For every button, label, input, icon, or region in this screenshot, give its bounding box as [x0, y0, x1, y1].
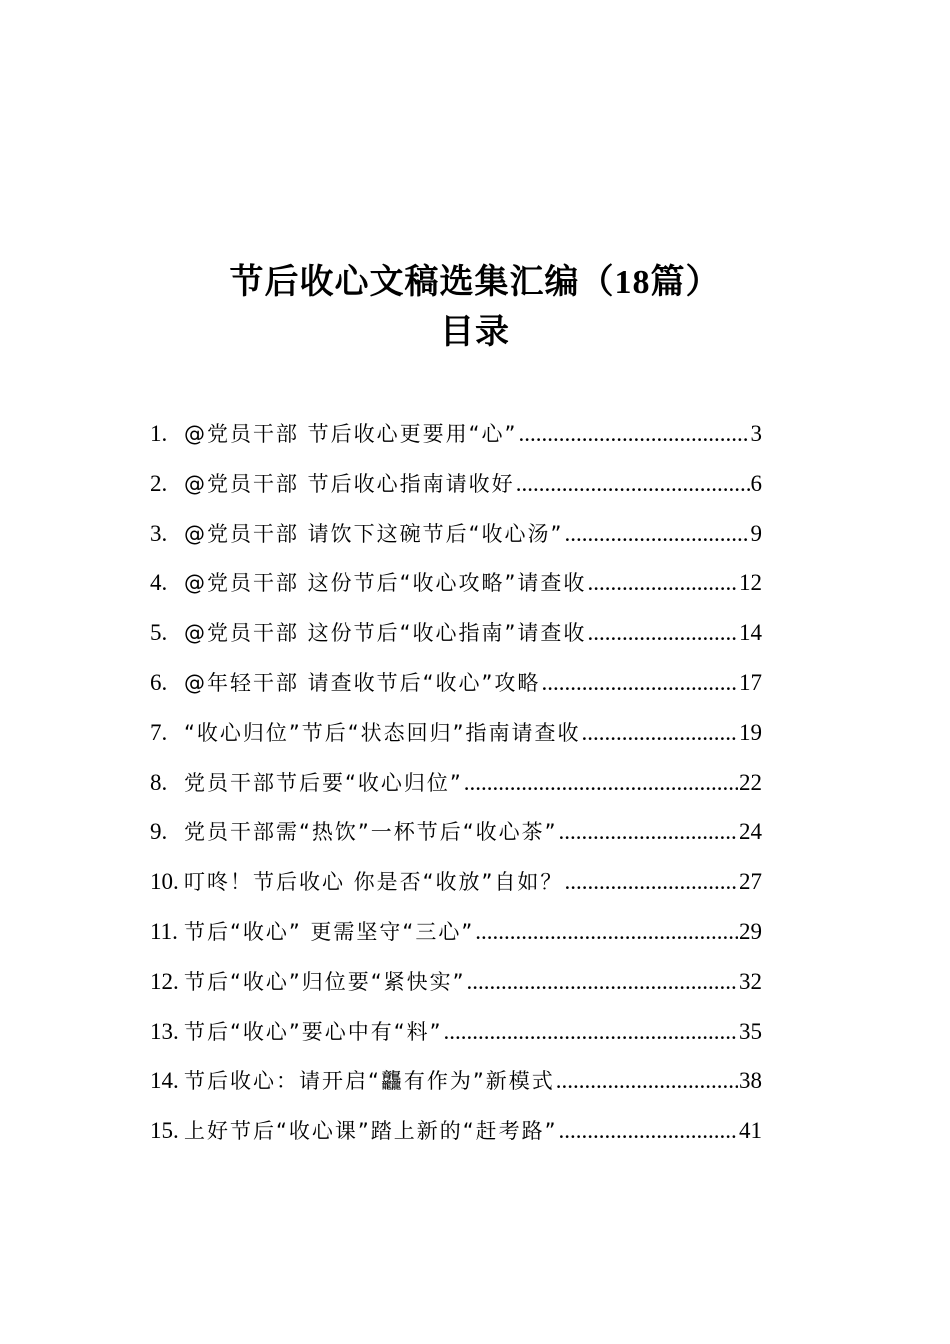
- toc-entry-number: 3.: [150, 520, 168, 546]
- dot-leader: [559, 1111, 738, 1151]
- toc-entry-title: 党员干部节后要“收心归位”: [184, 770, 463, 795]
- toc-entry-6[interactable]: [150, 663, 762, 713]
- toc-heading: 目录: [440, 314, 510, 351]
- toc-entry-title: 党员干部需“热饮”一杯节后“收心茶”: [184, 820, 558, 845]
- toc-entry-number: 11.: [150, 918, 178, 944]
- toc-entry-title: 节后“收心”要心中有“料”: [184, 1019, 443, 1044]
- toc-entry-page: 6: [750, 470, 762, 496]
- toc-entry-title: @党员干部 这份节后“收心攻略”请查收: [184, 571, 587, 596]
- toc-entry-4[interactable]: [150, 563, 762, 613]
- toc-entry-page: 3: [750, 421, 762, 446]
- dot-leader: [582, 713, 738, 753]
- toc-entry-number: 2.: [150, 470, 168, 496]
- toc-entry-title: @党员干部 节后收心更要用“心”: [184, 422, 518, 446]
- toc-entry-2[interactable]: [150, 464, 762, 514]
- dot-leader: [556, 1061, 738, 1101]
- toc-entry-number: 13.: [150, 1018, 179, 1044]
- toc-entry-page: 14: [739, 620, 762, 646]
- toc-entry-page: 19: [739, 719, 762, 745]
- toc-entry-page: 17: [739, 669, 762, 695]
- toc-entry-number: 8.: [150, 769, 168, 795]
- toc-entry-number: 12.: [150, 968, 179, 994]
- toc-entry-7[interactable]: [150, 713, 762, 763]
- toc-entry-13[interactable]: [150, 1012, 762, 1062]
- toc-entry-page: 38: [739, 1068, 762, 1094]
- dot-leader: [467, 962, 738, 1002]
- toc-entry-page: 29: [739, 918, 762, 944]
- toc-entry-title: 节后“收心” 更需坚守“三心”: [184, 919, 475, 944]
- toc-entry-10[interactable]: [150, 862, 762, 912]
- toc-entry-1[interactable]: [150, 414, 762, 464]
- toc-entry-number: 7.: [150, 719, 168, 745]
- toc-entry-number: 1.: [150, 421, 168, 446]
- dot-leader: [587, 563, 738, 603]
- dot-leader: [564, 862, 738, 902]
- toc-entry-title: @党员干部 这份节后“收心指南”请查收: [184, 621, 587, 646]
- dot-leader: [475, 912, 738, 952]
- document-title: 节后收心文稿选集汇编（18篇）: [229, 264, 721, 301]
- toc-entry-9[interactable]: [150, 812, 762, 862]
- toc-entry-title: @党员干部 请饮下这碗节后“收心汤”: [184, 521, 564, 546]
- toc-entry-page: 9: [750, 520, 762, 546]
- toc-entry-number: 10.: [150, 869, 179, 895]
- toc-entry-number: 5.: [150, 620, 168, 646]
- toc-entry-number: 15.: [150, 1118, 179, 1144]
- toc-entry-title: 节后收心：请开启“龘有作为”新模式: [184, 1069, 555, 1094]
- dot-leader: [518, 414, 749, 454]
- toc-entry-page: 12: [739, 570, 762, 596]
- toc-entry-number: 9.: [150, 819, 168, 845]
- toc-entry-page: 24: [739, 819, 762, 845]
- toc-entry-8[interactable]: [150, 763, 762, 813]
- toc-entry-page: 35: [739, 1018, 762, 1044]
- toc-entry-15[interactable]: [150, 1111, 762, 1161]
- toc-entry-number: 6.: [150, 669, 168, 695]
- toc-entry-3[interactable]: [150, 514, 762, 564]
- toc-entry-page: 41: [739, 1118, 762, 1144]
- dot-leader: [516, 464, 750, 504]
- dot-leader: [541, 663, 738, 703]
- dot-leader: [587, 613, 738, 653]
- dot-leader: [444, 1012, 738, 1052]
- toc-entry-title: 节后“收心”归位要“紧快实”: [184, 969, 466, 994]
- toc-entry-number: 14.: [150, 1068, 179, 1094]
- toc-entry-page: 27: [739, 869, 762, 895]
- toc-entry-5[interactable]: [150, 613, 762, 663]
- toc-entry-page: 22: [739, 769, 762, 795]
- toc-entry-page: 32: [739, 968, 762, 994]
- toc-entry-title: @年轻干部 请查收节后“收心”攻略: [184, 670, 541, 695]
- toc-entry-title: 上好节后“收心课”踏上新的“赶考路”: [184, 1119, 558, 1144]
- dot-leader: [564, 514, 749, 554]
- toc-entry-12[interactable]: [150, 962, 762, 1012]
- table-of-contents: [150, 414, 762, 1161]
- dot-leader: [559, 812, 738, 852]
- toc-entry-11[interactable]: [150, 912, 762, 962]
- toc-entry-number: 4.: [150, 570, 168, 596]
- toc-entry-14[interactable]: [150, 1061, 762, 1111]
- toc-entry-title: “收心归位”节后“状态回归”指南请查收: [184, 720, 581, 745]
- toc-entry-title: @党员干部 节后收心指南请收好: [184, 471, 515, 496]
- dot-leader: [464, 763, 738, 803]
- toc-entry-title: 叮咚！节后收心 你是否“收放”自如？: [184, 870, 564, 895]
